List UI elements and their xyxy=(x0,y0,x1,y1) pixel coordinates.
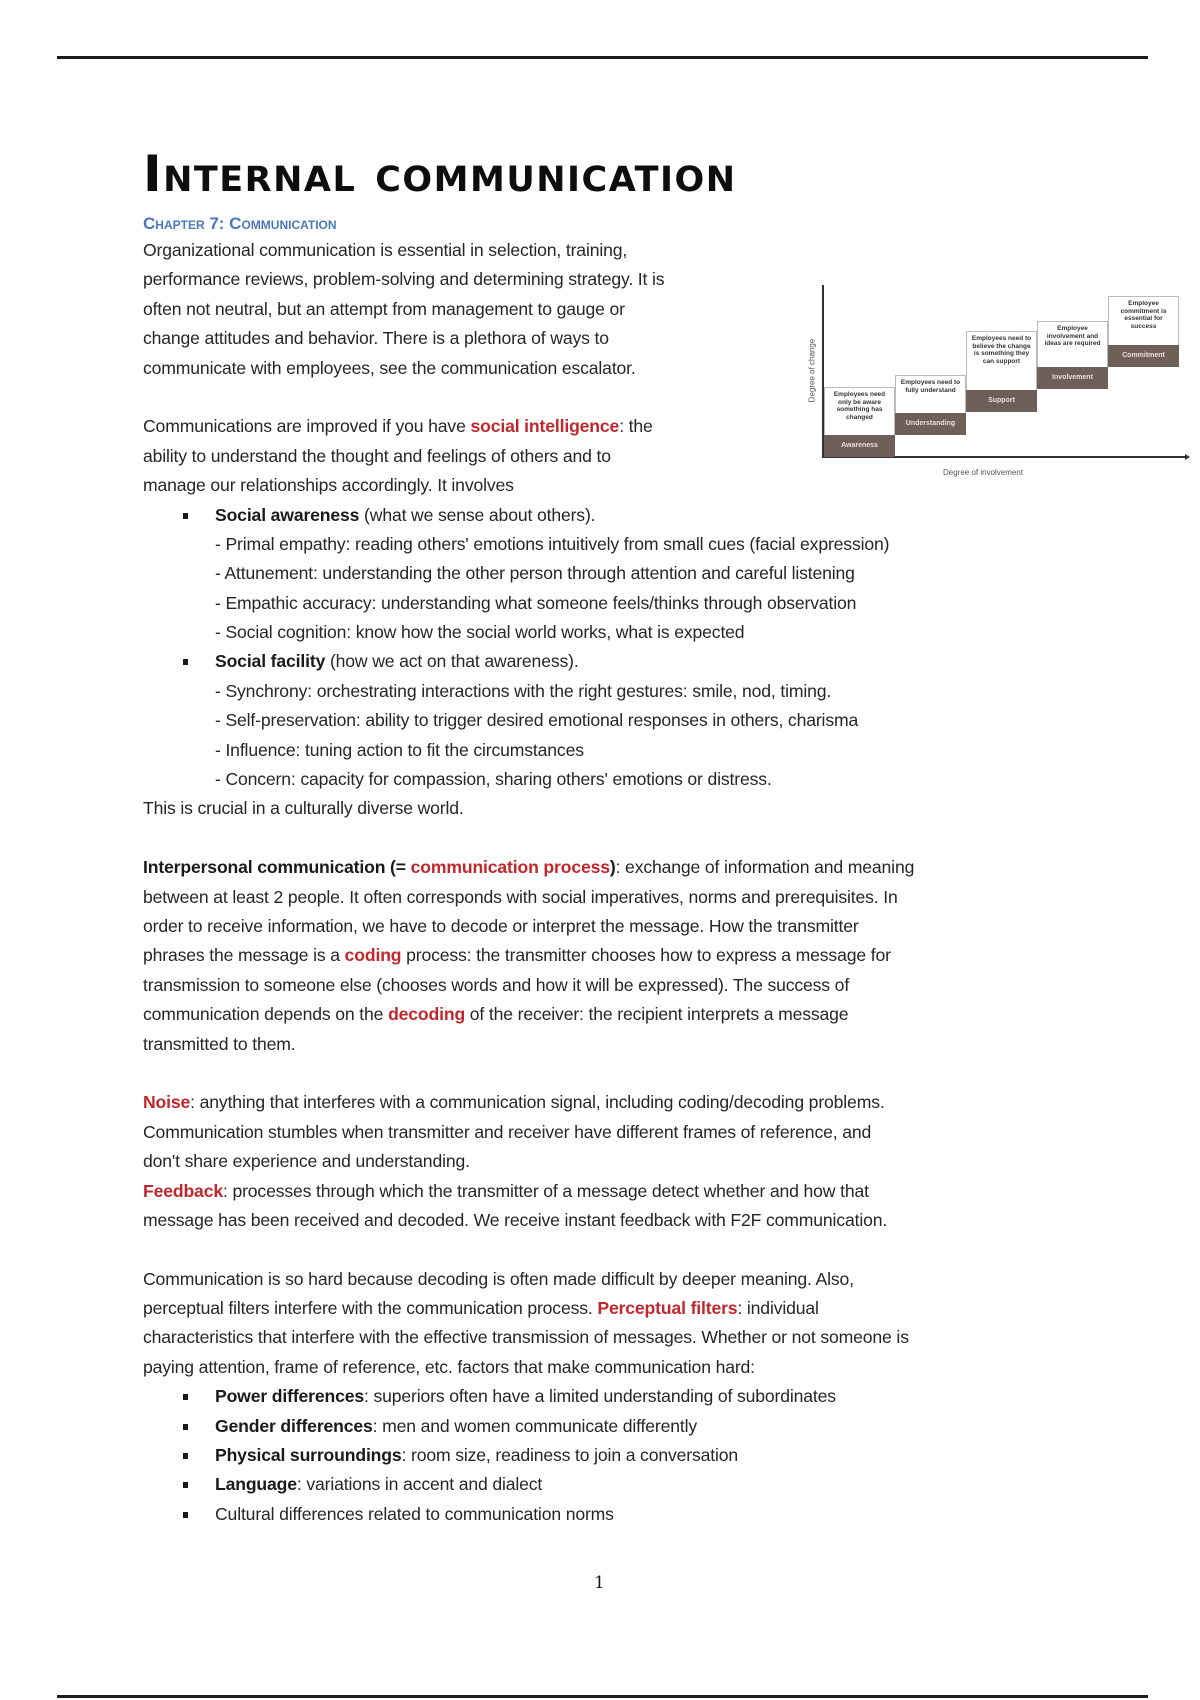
sub-item: - Social cognition: know how the social world works, what is expected xyxy=(215,622,745,643)
bullet-square-icon xyxy=(183,1424,188,1430)
bullet-social-awareness xyxy=(143,501,1073,530)
step-description: Employee commitment is essential for success xyxy=(1120,300,1167,330)
paragraph-line: ability to understand the thought and feelings of others and to xyxy=(143,445,611,466)
bullet-term: Gender differences xyxy=(215,1415,373,1436)
paragraph-line: transmitted to them. xyxy=(143,1033,296,1054)
step-stage-label: Awareness xyxy=(824,435,895,457)
paragraph-line: Communication stumbles when transmitter and receiver have different frames of reference, and xyxy=(143,1121,872,1142)
bullet-square-icon xyxy=(183,1482,188,1488)
y-axis-label: Degree of change xyxy=(807,338,817,403)
term-decoding: decoding xyxy=(388,1004,466,1025)
document-body xyxy=(143,236,1073,1529)
bullet-text: : men and women communicate differently xyxy=(372,1415,698,1436)
paragraph-line: transmission to someone else (chooses words and how it will be expressed). The success of xyxy=(143,974,850,995)
bullet-gender-differences xyxy=(143,1412,1073,1441)
step-stage-label: Commitment xyxy=(1108,345,1179,367)
bullet-term: Power differences xyxy=(215,1386,365,1407)
text: Communications are improved if you have xyxy=(143,416,471,437)
paragraph-line: order to receive information, we have to decode or interpret the message. How the transmitter xyxy=(143,915,859,936)
sub-item: - Concern: capacity for compassion, sharing others' emotions or distress. xyxy=(215,769,772,790)
step-stage-label: Understanding xyxy=(895,413,966,435)
sub-item: - Empathic accuracy: understanding what someone feels/thinks through observation xyxy=(215,592,857,613)
bullet-term: Language xyxy=(215,1474,297,1495)
paragraph-line: This is crucial in a culturally diverse world. xyxy=(143,798,464,819)
intro-line: Organizational communication is essential in selection, training, xyxy=(143,240,628,260)
bullet-term: Physical surroundings xyxy=(215,1445,402,1466)
footer-rule xyxy=(57,1695,1148,1698)
sub-item: - Attunement: understanding the other person through attention and careful listening xyxy=(215,563,855,584)
perceptual-filters-line xyxy=(143,1294,1073,1323)
paragraph-line: Communication is so hard because decoding is often made difficult by deeper meaning. Also, xyxy=(143,1268,854,1289)
intro-line: performance reviews, problem-solving and determining strategy. It is xyxy=(143,269,665,290)
bullet-square-icon xyxy=(183,1453,188,1459)
paragraph-line xyxy=(143,1000,1073,1029)
bullet-text: : room size, readiness to join a conversation xyxy=(401,1445,739,1466)
bullet-text: (what we sense about others). xyxy=(359,504,596,525)
bullet-square-icon xyxy=(183,659,188,665)
term-social-intelligence: social intelligence xyxy=(470,416,620,437)
paragraph-line: don't share experience and understanding. xyxy=(143,1151,470,1172)
bullet-square-icon xyxy=(183,1512,188,1518)
paragraph-line: characteristics that interfere with the effective transmission of messages. Whether or not someone is xyxy=(143,1327,909,1348)
social-intelligence-line xyxy=(143,412,1073,441)
text: : the xyxy=(619,416,653,437)
x-axis-arrow-icon xyxy=(1185,454,1190,460)
paragraph-line: manage our relationships accordingly. It involves xyxy=(143,475,514,496)
bullet-language xyxy=(143,1470,1073,1499)
paragraph-line xyxy=(143,941,1073,970)
bullet-text: : superiors often have a limited understanding of subordinates xyxy=(364,1386,836,1407)
bullet-term: Social awareness xyxy=(215,504,360,525)
chapter-subtitle: Chapter 7: Communication xyxy=(143,214,337,233)
sub-item: - Synchrony: orchestrating interactions with the right gestures: smile, nod, timing. xyxy=(215,680,832,701)
x-axis-label: Degree of involvement xyxy=(943,468,1024,477)
text: : processes through which the transmitter of a message detect whether and how that xyxy=(222,1180,869,1201)
step-description: Employees need only be aware something has changed xyxy=(833,391,886,421)
text: process: the transmitter chooses how to express a message for xyxy=(401,945,891,966)
intro-line: communicate with employees, see the communication escalator. xyxy=(143,357,636,378)
text: of the receiver: the recipient interprets a message xyxy=(465,1004,849,1025)
bullet-square-icon xyxy=(183,513,188,519)
bullet-square-icon xyxy=(183,1394,188,1400)
paragraph-line: paying attention, frame of reference, etc. factors that make communication hard: xyxy=(143,1356,755,1377)
step-stage-label: Involvement xyxy=(1037,367,1108,389)
step-description: Employees need to fully understand xyxy=(900,379,961,394)
step-commitment xyxy=(1108,296,1179,367)
term-interpersonal-communication: Interpersonal communication (= xyxy=(143,857,411,878)
bullet-term: Social facility xyxy=(215,651,326,672)
term-noise: Noise xyxy=(143,1092,191,1113)
text: communication depends on the xyxy=(143,1004,389,1025)
paragraph-line: message has been received and decoded. We receive instant feedback with F2F communication. xyxy=(143,1209,888,1230)
text: perceptual filters interfere with the communication process. xyxy=(143,1298,598,1319)
page-number: 1 xyxy=(594,1573,605,1593)
bullet-social-facility xyxy=(143,647,1073,676)
paragraph-line: between at least 2 people. It often corresponds with social imperatives, norms and prerequisites. In xyxy=(143,886,898,907)
sub-item: - Influence: tuning action to fit the circumstances xyxy=(215,739,584,760)
bullet-text: Cultural differences related to communication norms xyxy=(215,1503,614,1524)
bullet-text: (how we act on that awareness). xyxy=(325,651,579,672)
term-feedback: Feedback xyxy=(143,1180,223,1201)
text: phrases the message is a xyxy=(143,945,345,966)
feedback-line xyxy=(143,1177,1073,1206)
intro-line: often not neutral, but an attempt from management to gauge or xyxy=(143,298,625,319)
text: : individual xyxy=(737,1298,819,1319)
bullet-physical-surroundings xyxy=(143,1441,1073,1470)
bullet-cultural-differences xyxy=(143,1500,1073,1529)
text: : anything that interferes with a communication signal, including coding/decoding problems. xyxy=(190,1092,885,1113)
sub-item: - Self-preservation: ability to trigger desired emotional responses in others, charisma xyxy=(215,710,859,731)
step-description: Employee involvement and ideas are required xyxy=(1044,325,1101,347)
sub-item: - Primal empathy: reading others' emotions intuitively from small cues (facial expression) xyxy=(215,533,890,554)
step-description: Employees need to believe the change is something they can support xyxy=(971,335,1032,365)
header-rule xyxy=(57,56,1148,59)
noise-line xyxy=(143,1088,1073,1117)
text: : exchange of information and meaning xyxy=(615,857,915,878)
interpersonal-line xyxy=(143,853,1073,882)
bullet-text: : variations in accent and dialect xyxy=(296,1474,543,1495)
term-perceptual-filters: Perceptual filters xyxy=(597,1298,738,1319)
page-title: Internal communication xyxy=(143,145,737,203)
bullet-power-differences xyxy=(143,1382,1073,1411)
term-coding: coding xyxy=(344,945,402,966)
step-stage-label: Support xyxy=(966,390,1037,412)
intro-line: change attitudes and behavior. There is a plethora of ways to xyxy=(143,328,609,349)
text: ) xyxy=(609,857,616,878)
term-communication-process: communication process xyxy=(410,857,610,878)
